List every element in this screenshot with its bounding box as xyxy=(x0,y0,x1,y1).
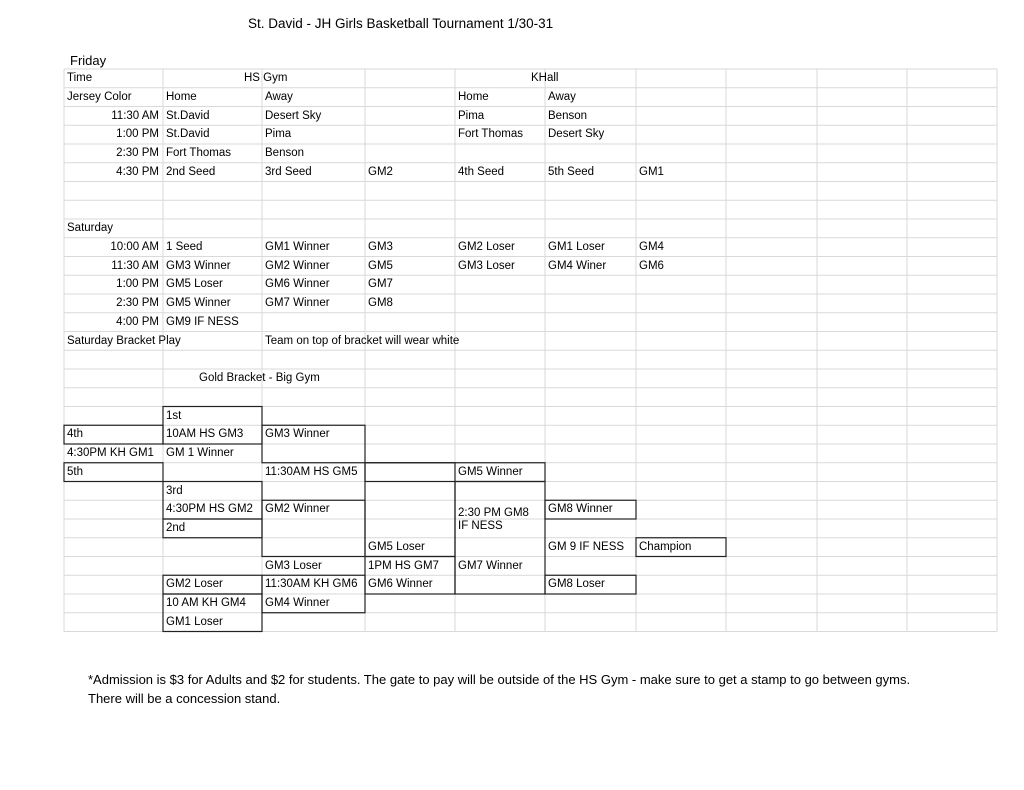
friday-away-2: Pima xyxy=(265,128,292,141)
bracket-5th-seed: 5th xyxy=(67,465,83,478)
saturday-time-4: 2:30 PM xyxy=(116,297,159,309)
admission-note xyxy=(88,670,988,708)
saturday-gm-3: GM7 xyxy=(368,278,393,291)
bracket-3rd-seed: 3rd xyxy=(166,484,183,497)
admission-note-line-2: There will be a concession stand. xyxy=(88,691,281,706)
bracket-game-1pm-hs-gm7: 1PM HS GM7 xyxy=(368,559,439,572)
bracket-gm5-loser: GM5 Loser xyxy=(368,540,425,553)
bracket-gm8-winner: GM8 Winner xyxy=(548,503,613,516)
bracket-game-1130am-hs-gm5: 11:30AM HS GM5 xyxy=(265,465,358,478)
friday-home-4: 2nd Seed xyxy=(166,165,216,178)
bracket-play-label: Saturday Bracket Play xyxy=(67,334,181,347)
saturday-gm2-1: GM4 xyxy=(639,240,664,253)
bracket-1st-seed: 1st xyxy=(166,409,182,422)
bracket-game-10am-hs-gm3: 10AM HS GM3 xyxy=(166,428,244,441)
friday-home-2: St.David xyxy=(166,128,210,141)
bracket-champion: Champion xyxy=(639,540,692,553)
saturday-label: Saturday xyxy=(67,222,114,234)
bracket-title: Gold Bracket - Big Gym xyxy=(199,372,320,384)
saturday-home-4: GM5 Winner xyxy=(166,297,231,309)
bracket-gm5-winner: GM5 Winner xyxy=(458,465,523,478)
bracket-gm4-winner: GM4 Winner xyxy=(265,597,330,609)
bracket-game-430pm-hs-gm2: 4:30PM HS GM2 xyxy=(166,503,253,516)
friday-gm-4: GM2 xyxy=(368,165,393,178)
bracket-game-10am-kh-gm4: 10 AM KH GM4 xyxy=(166,597,246,609)
bracket-gm2-winner: GM2 Winner xyxy=(265,503,330,516)
saturday-away-1: GM1 Winner xyxy=(265,240,330,253)
header-home-khall: Home xyxy=(458,90,489,103)
friday-home-3: Fort Thomas xyxy=(166,147,231,159)
saturday-gm-4: GM8 xyxy=(368,297,393,309)
page-title: St. David - JH Girls Basketball Tournament 1/30-31 xyxy=(248,16,554,31)
friday-home2-4: 4th Seed xyxy=(458,165,505,178)
saturday-home2-2: GM3 Loser xyxy=(458,259,515,272)
bracket-gm9-if-ness: GM 9 IF NESS xyxy=(548,540,625,553)
friday-away-4: 3rd Seed xyxy=(265,165,312,178)
header-jersey-color: Jersey Color xyxy=(67,90,132,103)
friday-away2-4: 5th Seed xyxy=(548,165,595,178)
saturday-away2-1: GM1 Loser xyxy=(548,240,605,253)
saturday-time-2: 11:30 AM xyxy=(111,259,159,272)
friday-time-1: 11:30 AM xyxy=(111,109,159,122)
saturday-gm-1: GM3 xyxy=(368,240,393,253)
bracket-game-1130am-kh-gm6: 11:30AM KH GM6 xyxy=(265,578,358,591)
saturday-away-2: GM2 Winner xyxy=(265,259,330,272)
bracket-4th-seed: 4th xyxy=(67,428,83,441)
friday-label: Friday xyxy=(70,53,107,68)
friday-away2-2: Desert Sky xyxy=(548,128,605,141)
header-away: Away xyxy=(265,90,293,103)
saturday-home-3: GM5 Loser xyxy=(166,278,223,291)
saturday-time-5: 4:00 PM xyxy=(116,315,159,328)
bracket-gm1-loser: GM1 Loser xyxy=(166,615,223,628)
friday-home2-2: Fort Thomas xyxy=(458,128,523,141)
saturday-home2-1: GM2 Loser xyxy=(458,240,515,253)
bracket-gm3-loser: GM3 Loser xyxy=(265,559,322,572)
friday-time-2: 1:00 PM xyxy=(116,128,159,141)
friday-home-1: St.David xyxy=(166,109,210,122)
saturday-gm2-2: GM6 xyxy=(639,259,664,272)
header-away-khall: Away xyxy=(548,90,576,103)
saturday-time-3: 1:00 PM xyxy=(116,278,159,291)
header-khall: KHall xyxy=(531,72,559,84)
bracket-gm6-winner: GM6 Winner xyxy=(368,578,433,591)
friday-away-3: Benson xyxy=(265,147,305,159)
bracket-game-230pm-gm8: 2:30 PM GM8 IF NESS xyxy=(458,507,529,533)
friday-time-3: 2:30 PM xyxy=(116,147,159,159)
saturday-home-5: GM9 IF NESS xyxy=(166,315,239,328)
header-home: Home xyxy=(166,90,197,103)
bracket-gm3-winner: GM3 Winner xyxy=(265,428,330,441)
saturday-home-2: GM3 Winner xyxy=(166,259,231,272)
bracket-gm7-winner: GM7 Winner xyxy=(458,559,523,572)
saturday-gm-2: GM5 xyxy=(368,259,393,272)
friday-away2-1: Benson xyxy=(548,109,588,122)
friday-gm2-4: GM1 xyxy=(639,165,664,178)
friday-home2-1: Pima xyxy=(458,109,485,122)
admission-note-line-1: *Admission is $3 for Adults and $2 for students. The gate to pay will be outside of the HS Gym - make sure to get a stamp to go between gyms. xyxy=(88,672,911,687)
saturday-home-1: 1 Seed xyxy=(166,240,203,253)
bracket-gm2-loser: GM2 Loser xyxy=(166,578,223,591)
friday-time-4: 4:30 PM xyxy=(116,165,159,178)
bracket-gm1-winner: GM 1 Winner xyxy=(166,447,234,459)
bracket-2nd-seed: 2nd xyxy=(166,522,186,534)
friday-away-1: Desert Sky xyxy=(265,109,322,122)
saturday-away-3: GM6 Winner xyxy=(265,278,330,291)
saturday-away-4: GM7 Winner xyxy=(265,297,330,309)
bracket-kh-gm1: 4:30PM KH GM1 xyxy=(67,447,154,459)
saturday-time-1: 10:00 AM xyxy=(110,240,159,253)
bracket-play-note: Team on top of bracket will wear white xyxy=(265,334,460,347)
header-time: Time xyxy=(67,72,93,84)
header-hs-gym: HS Gym xyxy=(244,72,288,84)
saturday-away2-2: GM4 Winer xyxy=(548,259,607,272)
bracket-gm8-loser: GM8 Loser xyxy=(548,578,605,591)
